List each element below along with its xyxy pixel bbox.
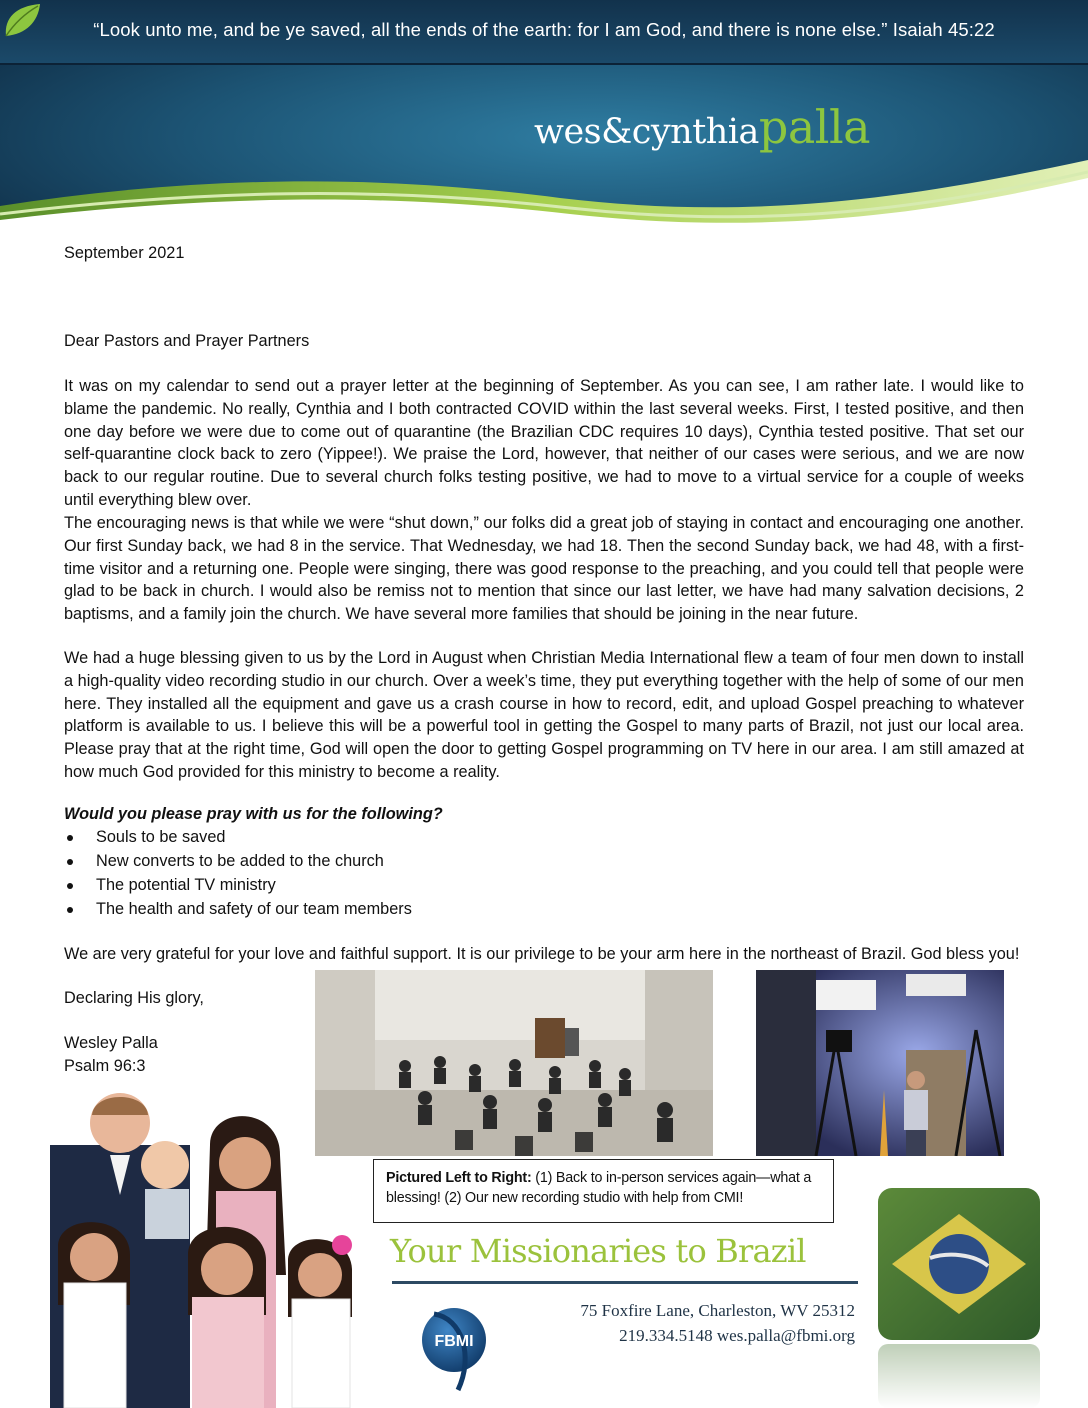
prayer-item-text: Souls to be saved <box>96 828 226 846</box>
prayer-request-heading: Would you please pray with us for the following? <box>64 805 443 823</box>
footer-contact <box>543 1298 855 1348</box>
bullet-icon <box>67 883 73 889</box>
logo-surname: palla <box>758 100 871 154</box>
prayer-item <box>64 826 1024 850</box>
letter-paragraph-3: We had a huge blessing given to us by the Lord in August when Christian Media International flew a team of four men down to install a high-quality video recording studio in our church. Over a week’s time, they put everything together with the help of some of our men here. They installed all the equipment and gave us a crash course in how to record, edit, and upload Gospel preaching to whatever platform is available to us. I believe this will be a powerful tool in getting the Gospel to many parts of Brazil, not just our local area. Please pray that at the right time, God will open the door to getting Gospel programming on TV here in our area. I am still amazed at how much God provided for this ministry to become a reality. <box>64 649 1024 781</box>
letter-greeting: Dear Pastors and Prayer Partners <box>64 332 310 350</box>
header-verse: “Look unto me, and be ye saved, all the ends of the earth: for I am God, and there is none else.” Isaiah 45:22 <box>93 19 995 40</box>
prayer-item <box>64 898 1024 922</box>
fbmi-logo-icon <box>418 1300 498 1392</box>
footer-title: Your Missionaries to Brazil <box>390 1232 806 1270</box>
prayer-item-text: The potential TV ministry <box>96 876 276 894</box>
bullet-icon <box>67 835 73 841</box>
signature-verse: Psalm 96:3 <box>64 1056 146 1075</box>
brazil-flag-icon <box>876 1186 1042 1342</box>
letter-signoff: Declaring His glory, <box>64 989 204 1007</box>
bullet-icon <box>67 859 73 865</box>
signature-name: Wesley Palla <box>64 1034 158 1052</box>
mailing-address: 75 Foxfire Lane, Charleston, WV 25312 <box>580 1301 855 1320</box>
photo-caption <box>373 1159 834 1223</box>
prayer-item-text: The health and safety of our team members <box>96 900 412 918</box>
letter-closing: We are very grateful for your love and faithful support. It is our privilege to be your arm here in the northeast of Brazil. God bless you! <box>64 945 1020 963</box>
letter-paragraph-1: It was on my calendar to send out a prayer letter at the beginning of September. As you can see, I am rather late. I would like to blame the pandemic. No really, Cynthia and I both contracted COVID within the last several weeks. First, I tested positive, and then one day before we were due to come out of quarantine (the Brazilian CDC requires 10 days), Cynthia tested positive. That set our self-quarantine clock back to zero (Yippee!). We praise the Lord, however, that neither of our cases were serious, and we are now back to our regular routine. Due to several church folks testing positive, we had to move to a virtual service for a couple of weeks until everything blew over. <box>64 377 1024 509</box>
logo-wordmark <box>534 100 870 154</box>
prayer-item-text: New converts to be added to the church <box>96 852 384 870</box>
flag-reflection <box>876 1344 1042 1408</box>
fbmi-logo-text: FBMI <box>434 1333 474 1350</box>
family-photo <box>30 1085 390 1408</box>
caption-text: (1) Back to in-person services again—what a blessing! (2) Our new recording studio with help from CMI! <box>386 1170 812 1206</box>
leaf-icon <box>0 0 48 40</box>
phone-email: 219.334.5148 wes.palla@fbmi.org <box>619 1326 855 1345</box>
header-banner <box>0 0 1088 250</box>
prayer-item <box>64 850 1024 874</box>
footer-divider <box>392 1281 858 1284</box>
logo-first-names: wes&cynthia <box>534 112 759 152</box>
letter-paragraph-2: The encouraging news is that while we were “shut down,” our folks did a great job of staying in contact and encouraging one another. Our first Sunday back, we had 8 in the service. That Wednesday, we had 18. Then the second Sunday back, we had 48, with a first-time visitor and a returning one. People were singing, there was good response to the preaching, and you could tell that people were glad to be back in church. I would also be remiss not to mention that since our last letter, we have had many salvation decisions, 2 baptisms, and a family join the church. We have several more families that should be joining in the near future. <box>64 514 1024 624</box>
recording-studio-illustration <box>756 970 1004 1156</box>
prayer-request-list <box>64 826 1024 922</box>
family-photo-illustration <box>30 1085 390 1408</box>
recording-studio-photo <box>756 970 1004 1156</box>
bullet-icon <box>67 907 73 913</box>
signature-block <box>64 1032 304 1078</box>
letter-date: September 2021 <box>64 244 185 262</box>
caption-label: Pictured Left to Right: <box>386 1170 532 1186</box>
prayer-item <box>64 874 1024 898</box>
